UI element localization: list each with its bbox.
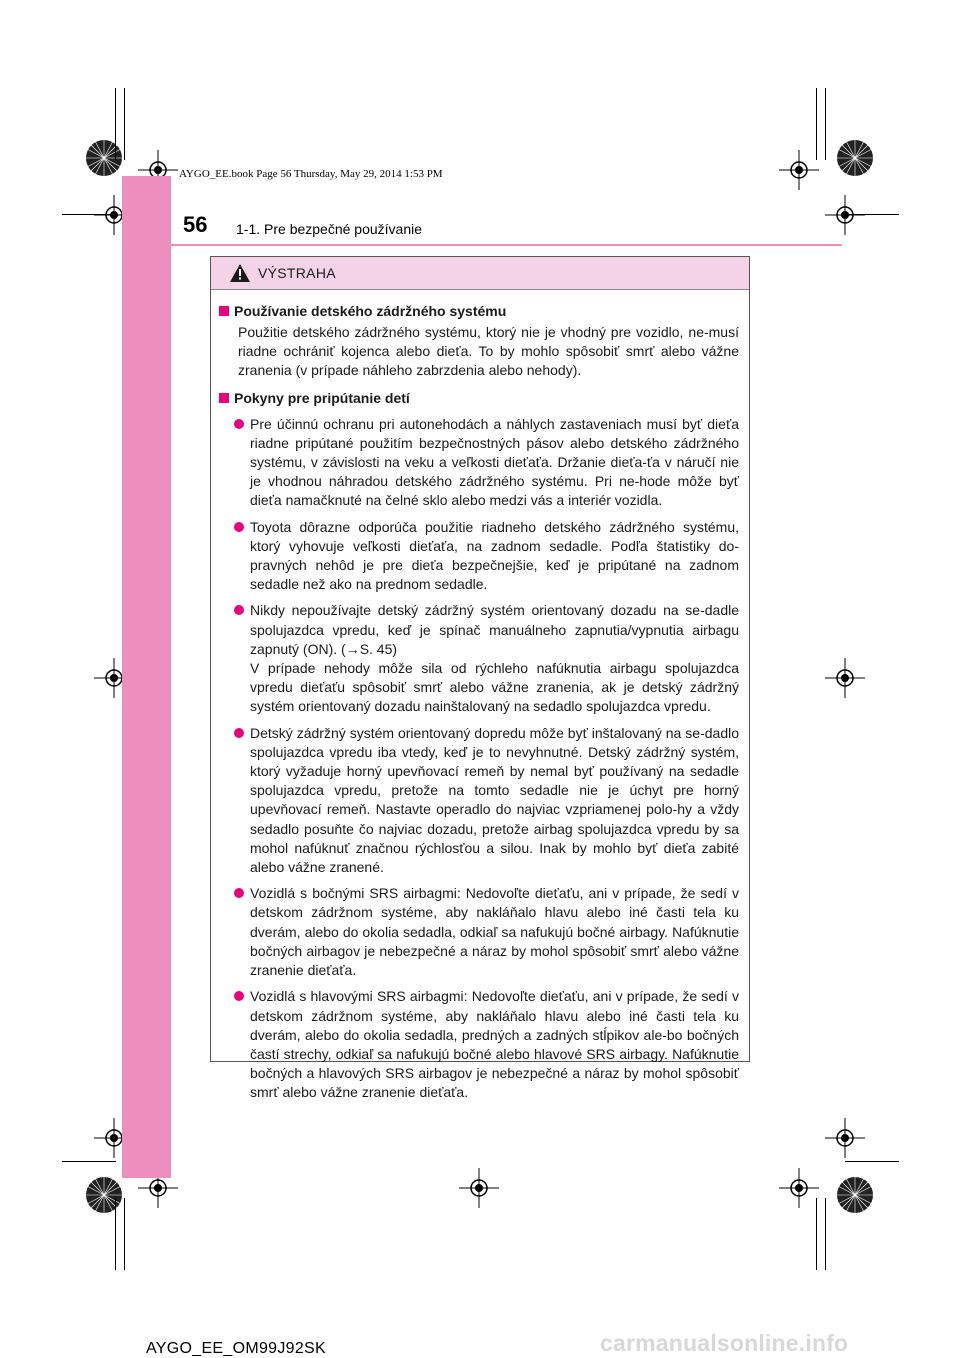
warning-box: [210, 256, 750, 1101]
bullet-item: [234, 518, 739, 595]
footer-code: AYGO_EE_OM99J92SK: [146, 1340, 326, 1357]
registration-mark-icon: [779, 150, 819, 190]
round-bullet-icon: [234, 991, 244, 1001]
crop-line: [124, 1198, 125, 1270]
registration-mark-icon: [459, 1168, 499, 1208]
section-title: 1-1. Pre bezpečné používanie: [236, 221, 423, 237]
section-heading-text: Pokyny pre pripútanie detí: [234, 389, 410, 406]
sunburst-mark-icon: [835, 1175, 875, 1215]
square-bullet-icon: [219, 306, 229, 316]
bullet-item: [234, 415, 739, 511]
section-heading: [219, 389, 739, 408]
crop-line: [816, 1198, 817, 1270]
bullet-text-paragraph: Nikdy nepoužívajte detský zádržný systém orientovaný dozadu na se-dadle spolujazdca vpredu, keď je spínač manuálneho zapnutia/vypnutia airbagu zapnutý (ON). (→S. 45): [250, 602, 739, 657]
header-rule: [122, 244, 842, 246]
round-bullet-icon: [234, 888, 244, 898]
warning-title: VÝSTRAHA: [258, 265, 336, 281]
warning-triangle-icon: [229, 263, 251, 283]
crop-line: [825, 1198, 826, 1270]
chapter-strip: [122, 176, 171, 1178]
bullet-text-paragraph: V prípade nehody môže sila od rýchleho nafúknutia airbagu spolujazdca vpredu dieťaťu spôsobiť smrť alebo vážne zranenia, ak je detský zádržný systém orientovaný dozadu nainštalovaný na sedadlo spolujazdca vpredu.: [250, 660, 739, 715]
warning-section: [219, 302, 739, 381]
warning-header: [211, 257, 749, 290]
sunburst-mark-icon: [84, 138, 124, 178]
crop-line: [62, 1161, 116, 1162]
crop-line: [816, 88, 817, 160]
page-number: 56: [183, 212, 208, 237]
bullet-item: [234, 884, 739, 980]
bullet-text: Toyota dôrazne odporúča použitie riadneho detského zádržného systému, ktorý vyhovuje veľkosti dieťaťa, na zadnom sedadle. Podľa štatistiky do-pravných nehôd je pre dieťa bezpečnejšie, keď je pripútané na zadnom sedadle než ako na prednom sedadle.: [250, 518, 739, 593]
round-bullet-icon: [234, 728, 244, 738]
bullet-item: [234, 724, 739, 878]
round-bullet-icon: [234, 419, 244, 429]
registration-mark-icon: [825, 195, 865, 235]
bullet-item: [234, 987, 739, 1102]
crop-line: [62, 214, 116, 215]
section-heading: [219, 302, 739, 321]
round-bullet-icon: [234, 522, 244, 532]
round-bullet-icon: [234, 605, 244, 615]
warning-section: [219, 389, 739, 1103]
registration-mark-icon: [825, 1118, 865, 1158]
book-stamp: AYGO_EE.book Page 56 Thursday, May 29, 2014 1:53 PM: [179, 168, 443, 180]
site-watermark[interactable]: carmanualsonline.info: [600, 1330, 849, 1356]
crop-line: [115, 88, 116, 160]
sunburst-mark-icon: [835, 138, 875, 178]
registration-mark-icon: [779, 1168, 819, 1208]
bullet-text: Detský zádržný systém orientovaný dopredu môže byť inštalovaný na se-dadlo spolujazdca vpredu iba vtedy, keď je to nevyhnutné. Detský zádržný systém, ktorý vyžaduje horný upevňovací remeň by nemal byť používaný na sedadle spolujazdca vpredu, pretože na tomto sedadle nie je úchyt pre horný upevňovací remeň. Nastavte operadlo do najviac vzpriamenej polo-hy a vždy sedadlo posuňte čo najviac dozadu, pretože airbag spolujazdca vpredu by sa mohol nafúknuť značnou rýchlosťou a silou. Inak by mohlo byť dieťa zabité alebo vážne zranené.: [250, 724, 739, 876]
crop-line: [115, 1198, 116, 1270]
warning-content: [211, 290, 749, 1103]
crop-line: [845, 1161, 899, 1162]
square-bullet-icon: [219, 393, 229, 403]
crop-line: [845, 214, 899, 215]
bullet-text: Vozidlá s bočnými SRS airbagmi: Nedovoľte dieťaťu, ani v prípade, že sedí v detskom zádržnom systéme, aby nakláňalo hlavu alebo iné časti tela ku dverám, alebo do okolia sedadla, odkiaľ sa nafukujú bočné airbagy. Nafúknutie bočných airbagov je nebezpečné a náraz by mohol spôsobiť smrť alebo vážne zranenie dieťaťa.: [250, 885, 739, 979]
bullet-text: Pre účinnú ochranu pri autonehodách a náhlych zastaveniach musí byť dieťa riadne pripútané použitím bezpečnostných pásov alebo detského zádržného systému, v závislosti na veku a veľkosti dieťaťa. Držanie dieťa-ťa v náručí nie je vhodnou náhradou detského zádržného systému. Pri ne-hode môže byť dieťa namačknuté na čelné sklo alebo medzi vás a interiér vozidla.: [250, 415, 739, 509]
section-text: Použitie detského zádržného systému, ktorý nie je vhodný pre vozidlo, ne-musí riadne ochrániť kojenca alebo dieťa. To by mohlo spôsobiť smrť alebo vážne zranenia (v prípade náhleho zabrzdenia alebo nehody).: [238, 324, 739, 379]
registration-mark-icon: [825, 658, 865, 698]
crop-line: [124, 88, 125, 160]
bullet-text: [250, 601, 739, 716]
bullet-text: Vozidlá s hlavovými SRS airbagmi: Nedovoľte dieťaťu, ani v prípade, že sedí v detskom zádržnom systéme, aby nakláňalo hlavu alebo iné časti tela ku dverám, alebo do okolia sedadla, predných a zadných stĺpikov ale-bo bočných častí strechy, odkiaľ sa nafukujú bočné alebo hlavové SRS airbagy. Nafúknutie bočných a hlavových SRS airbagov je nebezpečné a náraz by mohol spôsobiť smrť alebo vážne zranenie dieťaťa.: [250, 988, 739, 1101]
crop-line: [825, 88, 826, 160]
sunburst-mark-icon: [84, 1175, 124, 1215]
bullet-item: [234, 601, 739, 716]
section-heading-text: Používanie detského zádržného systému: [234, 303, 507, 319]
